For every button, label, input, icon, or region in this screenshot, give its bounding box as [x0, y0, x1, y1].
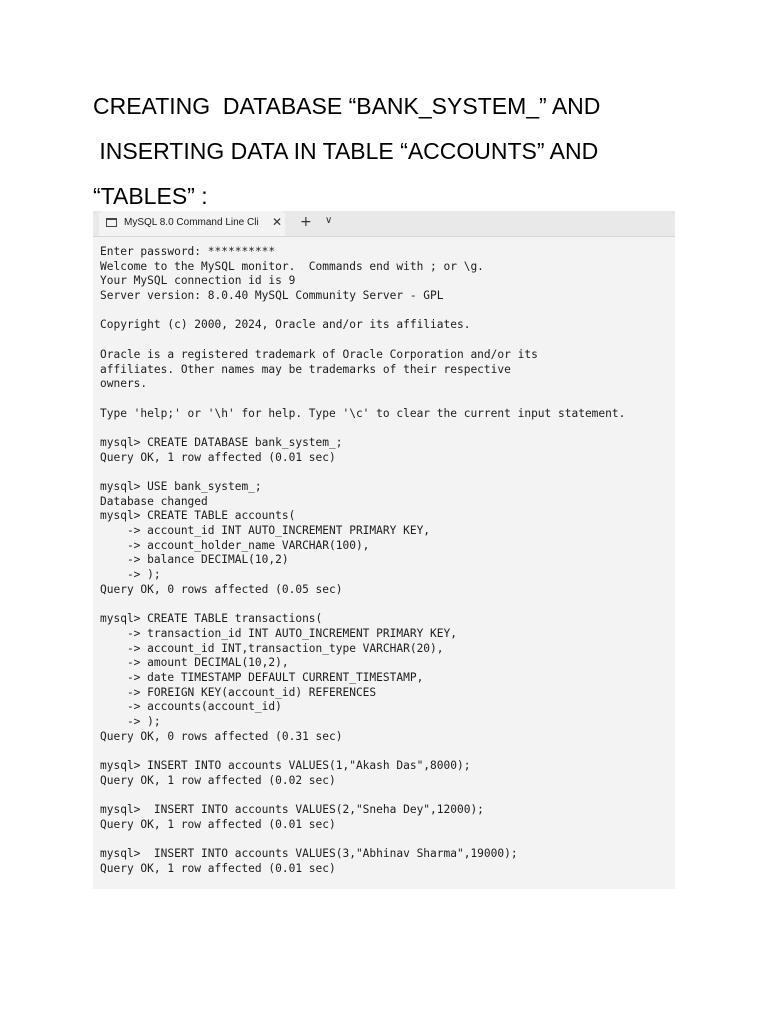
- terminal-line: -> account_id INT,transaction_type VARCHAR(20),: [100, 641, 444, 655]
- terminal-line: -> );: [100, 715, 161, 728]
- terminal-line: Type 'help;' or '\h' for help. Type '\c' to clear the current input statement.: [100, 406, 626, 420]
- new-tab-icon[interactable]: +: [300, 214, 312, 230]
- terminal-line: [100, 833, 671, 848]
- terminal-line: mysql> INSERT INTO accounts VALUES(1,"Akash Das",8000);: [100, 759, 471, 773]
- terminal-line: mysql> CREATE TABLE transactions(: [100, 612, 323, 626]
- terminal-line: Query OK, 0 rows affected (0.31 sec): [100, 729, 343, 743]
- terminal-line: [100, 392, 671, 407]
- terminal-line: owners.: [100, 377, 148, 391]
- heading-line: INSERTING DATA IN TABLE “ACCOUNTS” AND: [93, 138, 599, 164]
- terminal-line: mysql> INSERT INTO accounts VALUES(2,"Sneha Dey",12000);: [100, 803, 484, 817]
- terminal-tab-title: MySQL 8.0 Command Line Cli: [124, 217, 259, 228]
- terminal-icon: [106, 218, 117, 227]
- terminal-line: -> accounts(account_id): [100, 700, 282, 714]
- terminal-line: affiliates. Other names may be trademarks of their respective: [100, 362, 511, 376]
- terminal-line: Database changed: [100, 494, 208, 508]
- terminal-line: -> FOREIGN KEY(account_id) REFERENCES: [100, 685, 377, 699]
- terminal-line: Query OK, 0 rows affected (0.05 sec): [100, 582, 343, 596]
- terminal-line: Your MySQL connection id is 9: [100, 274, 296, 288]
- terminal-line: [100, 744, 671, 759]
- terminal-line: -> transaction_id INT AUTO_INCREMENT PRIMARY KEY,: [100, 626, 457, 640]
- terminal-line: Oracle is a registered trademark of Oracle Corporation and/or its: [100, 347, 538, 361]
- heading-line: CREATING DATABASE “BANK_SYSTEM_” AND: [93, 93, 601, 119]
- terminal-line: -> account_id INT AUTO_INCREMENT PRIMARY KEY,: [100, 524, 431, 538]
- terminal-line: [100, 598, 671, 613]
- terminal-output: [100, 245, 671, 877]
- chevron-down-icon[interactable]: ∨: [325, 215, 333, 226]
- terminal-line: [100, 421, 671, 436]
- terminal-line: Query OK, 1 row affected (0.02 sec): [100, 773, 336, 787]
- terminal-line: -> account_holder_name VARCHAR(100),: [100, 538, 370, 552]
- terminal-line: -> date TIMESTAMP DEFAULT CURRENT_TIMESTAMP,: [100, 670, 424, 684]
- terminal-line: -> );: [100, 568, 161, 582]
- terminal-line: [100, 304, 671, 319]
- terminal-line: Copyright (c) 2000, 2024, Oracle and/or its affiliates.: [100, 318, 471, 332]
- terminal-line: mysql> CREATE TABLE accounts(: [100, 509, 296, 523]
- terminal-line: Query OK, 1 row affected (0.01 sec): [100, 450, 336, 464]
- terminal-screenshot: [93, 211, 675, 889]
- terminal-line: [100, 465, 671, 480]
- terminal-line: mysql> CREATE DATABASE bank_system_;: [100, 435, 343, 449]
- terminal-tab[interactable]: [99, 211, 285, 236]
- terminal-line: Query OK, 1 row affected (0.01 sec): [100, 817, 336, 831]
- terminal-line: -> amount DECIMAL(10,2),: [100, 656, 289, 670]
- terminal-line: -> balance DECIMAL(10,2): [100, 553, 289, 567]
- terminal-line: Welcome to the MySQL monitor. Commands end with ; or \g.: [100, 259, 484, 273]
- document-heading: [93, 84, 693, 219]
- close-icon[interactable]: ✕: [272, 215, 283, 229]
- terminal-line: Server version: 8.0.40 MySQL Community Server - GPL: [100, 289, 444, 303]
- heading-line: “TABLES” :: [93, 183, 208, 209]
- terminal-line: [100, 788, 671, 803]
- terminal-line: Query OK, 1 row affected (0.01 sec): [100, 861, 336, 875]
- terminal-line: [100, 333, 671, 348]
- terminal-line: mysql> USE bank_system_;: [100, 480, 262, 493]
- terminal-line: Enter password: **********: [100, 245, 276, 258]
- terminal-line: mysql> INSERT INTO accounts VALUES(3,"Abhinav Sharma",19000);: [100, 847, 518, 861]
- terminal-tab-bar: [93, 211, 675, 237]
